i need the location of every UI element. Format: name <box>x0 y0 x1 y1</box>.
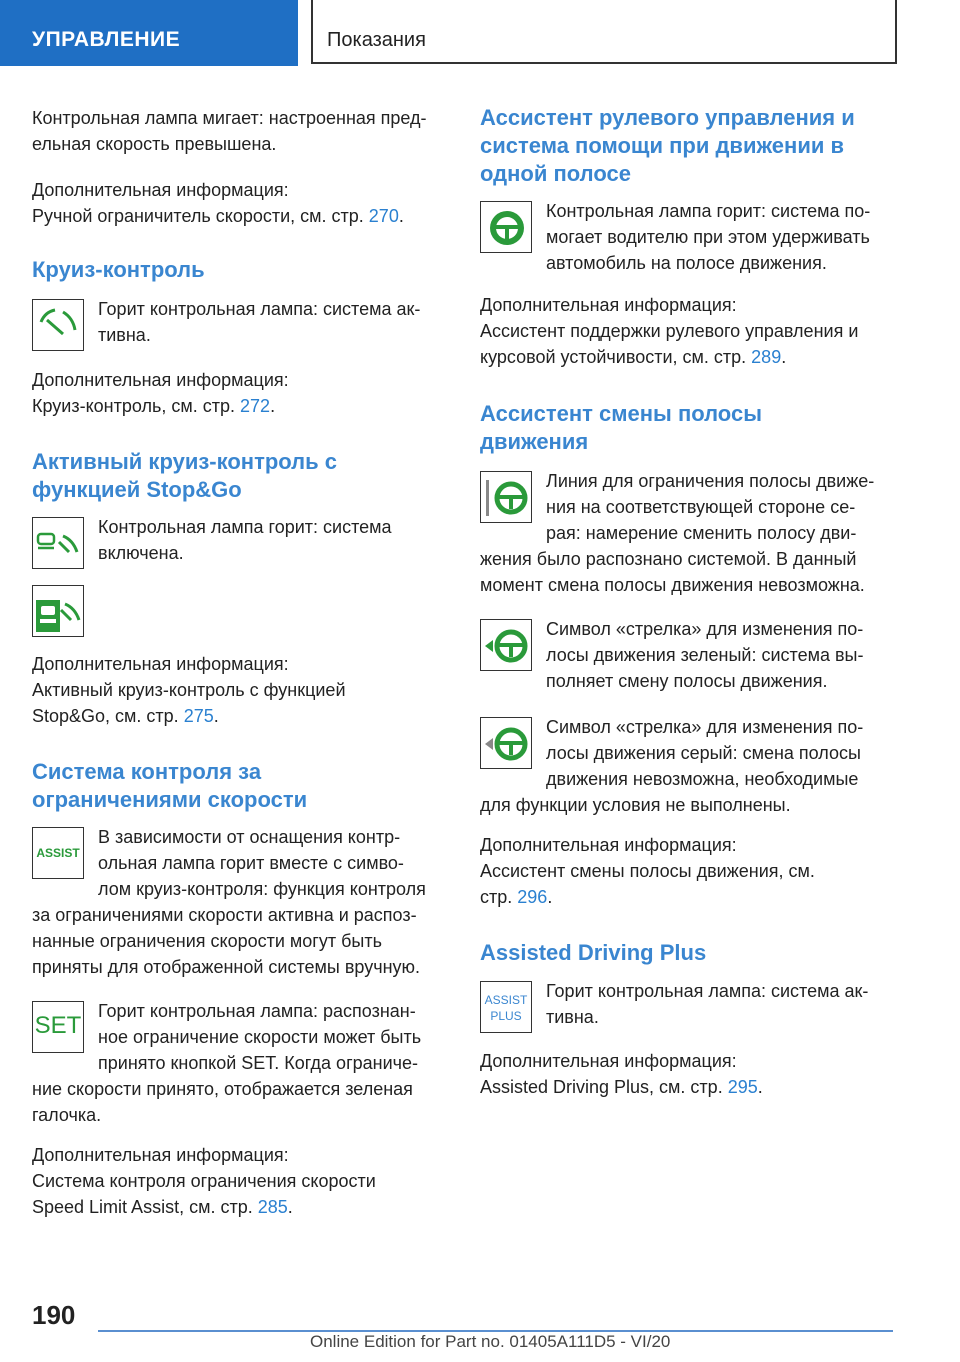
page-link[interactable]: 295 <box>727 1077 758 1097</box>
body-text: Линия для ограничения полосы движе- <box>546 471 875 491</box>
speed-limit-assist-section <box>32 758 452 814</box>
body-text: ное ограничение скорости может быть <box>98 1027 422 1047</box>
acc-stopgo-icon-block <box>32 582 452 641</box>
assisted-driving-plus-block <box>480 978 900 1037</box>
section-heading: Ассистент смены полосы <box>480 401 762 426</box>
chapter-tab <box>311 0 897 64</box>
body-text: рая: намерение сменить полосу дви- <box>546 523 857 543</box>
body-text: жения было распознано системой. В данный <box>480 549 857 569</box>
reference-text: Ассистент смены полосы движения, см. <box>480 861 815 881</box>
adp-more-block <box>480 1048 900 1100</box>
acc-stopgo-icon <box>32 585 84 637</box>
body-text: приняты для отображенной системы вручную. <box>32 957 421 977</box>
steering-wheel-icon <box>480 201 532 253</box>
lane-arrow-gray-icon <box>480 717 532 769</box>
assist-block <box>32 824 452 980</box>
body-text: лом круиз-контроля: функция контроля <box>98 879 426 899</box>
reference-text: Stop&Go, см. стр. <box>32 706 184 726</box>
more-info-label: Дополнительная информация: <box>32 654 289 674</box>
body-text: Контрольная лампа горит: система по- <box>546 201 871 221</box>
body-text: ольная лампа горит вместе с симво- <box>98 853 404 873</box>
cruise-control-icon <box>32 299 84 351</box>
section-heading: одной полосе <box>480 161 631 186</box>
lane-gray-block <box>480 714 900 818</box>
body-text: В зависимости от оснащения контр- <box>98 827 401 847</box>
edition-text: Online Edition for Part no. 01405A111D5 - VI/20 <box>310 1332 671 1351</box>
body-text: галочка. <box>32 1105 102 1125</box>
lane-more-block <box>480 832 900 910</box>
body-text: автомобиль на полосе движения. <box>546 253 827 273</box>
speed-limiter-block <box>32 105 452 229</box>
body-text: могает водителю при этом удерживать <box>546 227 870 247</box>
chapter-title: Показания <box>327 29 426 51</box>
section-heading: Система контроля за <box>32 759 262 784</box>
page-link[interactable]: 270 <box>368 206 399 226</box>
page-header <box>0 0 960 66</box>
body-text: лосы движения зеленый: система вы- <box>546 645 864 665</box>
reference-line: Speed Limit Assist, см. стр. 285. <box>32 1197 293 1217</box>
cruise-more-block <box>32 367 452 419</box>
page-number: 190 <box>32 1300 76 1330</box>
lane-green-block <box>480 616 900 694</box>
section-heading: Ассистент рулевого управления и <box>480 105 855 130</box>
body-text: Контрольная лампа горит: система <box>98 517 392 537</box>
assist-icon <box>32 827 84 879</box>
body-text: движения невозможна, необходимые <box>546 769 859 789</box>
reference-line: курсовой устойчивости, см. стр. 289. <box>480 347 787 367</box>
section-heading: функцией Stop&Go <box>32 477 242 502</box>
body-text: тивна. <box>546 1007 599 1027</box>
page-link[interactable]: 275 <box>183 706 214 726</box>
acc-section <box>32 448 452 504</box>
assist-icon-label: ASSIST <box>36 846 80 860</box>
section-heading: движения <box>480 429 589 454</box>
body-text: лосы движения серый: смена полосы <box>546 743 861 763</box>
more-info-label: Дополнительная информация: <box>32 370 289 390</box>
page-link[interactable]: 289 <box>751 347 782 367</box>
section-heading: Assisted Driving Plus <box>480 940 707 965</box>
reference-text: стр. <box>480 887 518 907</box>
set-icon <box>32 1001 84 1053</box>
reference-line: Assisted Driving Plus, см. стр. 295. <box>480 1077 763 1097</box>
reference-line: Ручной ограничитель скорости, см. стр. 270. <box>32 206 404 226</box>
reference-text: Assisted Driving Plus, см. стр. <box>480 1077 728 1097</box>
body-text: принято кнопкой SET. Когда ограниче- <box>98 1053 419 1073</box>
page-link[interactable]: 296 <box>517 887 548 907</box>
assist-plus-icon-label: ASSIST <box>484 993 528 1007</box>
section-tab <box>0 0 298 66</box>
body-text: ния на соответствующей стороне се- <box>546 497 856 517</box>
reference-line: стр. 296. <box>480 887 553 907</box>
body-text: ние скорости принято, отображается зеленая <box>32 1079 413 1099</box>
body-text: Контрольная лампа мигает: настроенная пред- <box>32 108 427 128</box>
body-text: нанные ограничения скорости могут быть <box>32 931 382 951</box>
body-text: Символ «стрелка» для изменения по- <box>546 717 864 737</box>
more-info-label: Дополнительная информация: <box>32 180 289 200</box>
section-heading: система помощи при движении в <box>480 133 844 158</box>
reference-text: Speed Limit Assist, см. стр. <box>32 1197 258 1217</box>
reference-text: Ассистент поддержки рулевого управления и <box>480 321 859 341</box>
reference-text: Круиз-контроль, см. стр. <box>32 396 241 416</box>
reference-text: курсовой устойчивости, см. стр. <box>480 347 752 367</box>
set-icon-label: SET <box>34 1012 82 1039</box>
body-text: момент смена полосы движения невозможна. <box>480 575 865 595</box>
more-info-label: Дополнительная информация: <box>480 835 737 855</box>
section-title: УПРАВЛЕНИЕ <box>32 28 181 51</box>
steering-assist-section <box>480 104 900 188</box>
body-text: за ограничениями скорости активна и распоз- <box>32 905 417 925</box>
page-link[interactable]: 285 <box>257 1197 288 1217</box>
more-info-label: Дополнительная информация: <box>480 1051 737 1071</box>
lane-change-section <box>480 400 900 456</box>
lane-line-steering-icon <box>480 471 532 523</box>
more-info-label: Дополнительная информация: <box>32 1145 289 1165</box>
set-block <box>32 998 452 1128</box>
acc-more-block <box>32 651 452 729</box>
body-text: включена. <box>98 543 184 563</box>
body-text: Горит контрольная лампа: распознан- <box>98 1001 416 1021</box>
body-text: Горит контрольная лампа: система ак- <box>546 981 869 1001</box>
cruise-control-section <box>32 256 452 284</box>
assisted-driving-plus-section <box>480 939 900 967</box>
assist-plus-icon-label: PLUS <box>490 1009 522 1023</box>
cruise-control-block <box>32 296 452 355</box>
lane-line-block <box>480 468 900 598</box>
page-footer <box>0 1290 960 1362</box>
reference-line: Круиз-контроль, см. стр. 272. <box>32 396 276 416</box>
steering-assist-block <box>480 198 900 276</box>
acc-car-icon <box>32 517 84 569</box>
reference-text: Активный круиз-контроль с функцией <box>32 680 346 700</box>
section-heading: Круиз-контроль <box>32 257 205 282</box>
page-link[interactable]: 272 <box>240 396 271 416</box>
body-text: ельная скорость превышена. <box>32 134 277 154</box>
reference-line: Stop&Go, см. стр. 275. <box>32 706 219 726</box>
steer-more-block <box>480 292 900 370</box>
body-text: тивна. <box>98 325 151 345</box>
lane-arrow-green-icon <box>480 619 532 671</box>
body-text: для функции условия не выполнены. <box>480 795 791 815</box>
acc-block <box>32 514 452 573</box>
section-heading: Активный круиз-контроль с <box>32 449 338 474</box>
assist-plus-icon <box>480 981 532 1033</box>
reference-text: Система контроля ограничения скорости <box>32 1171 376 1191</box>
body-text: Символ «стрелка» для изменения по- <box>546 619 864 639</box>
section-heading: ограничениями скорости <box>32 787 308 812</box>
reference-text: Ручной ограничитель скорости, см. стр. <box>32 206 369 226</box>
more-info-label: Дополнительная информация: <box>480 295 737 315</box>
body-text: полняет смену полосы движения. <box>546 671 828 691</box>
body-text: Горит контрольная лампа: система ак- <box>98 299 421 319</box>
sla-more-block <box>32 1142 452 1220</box>
